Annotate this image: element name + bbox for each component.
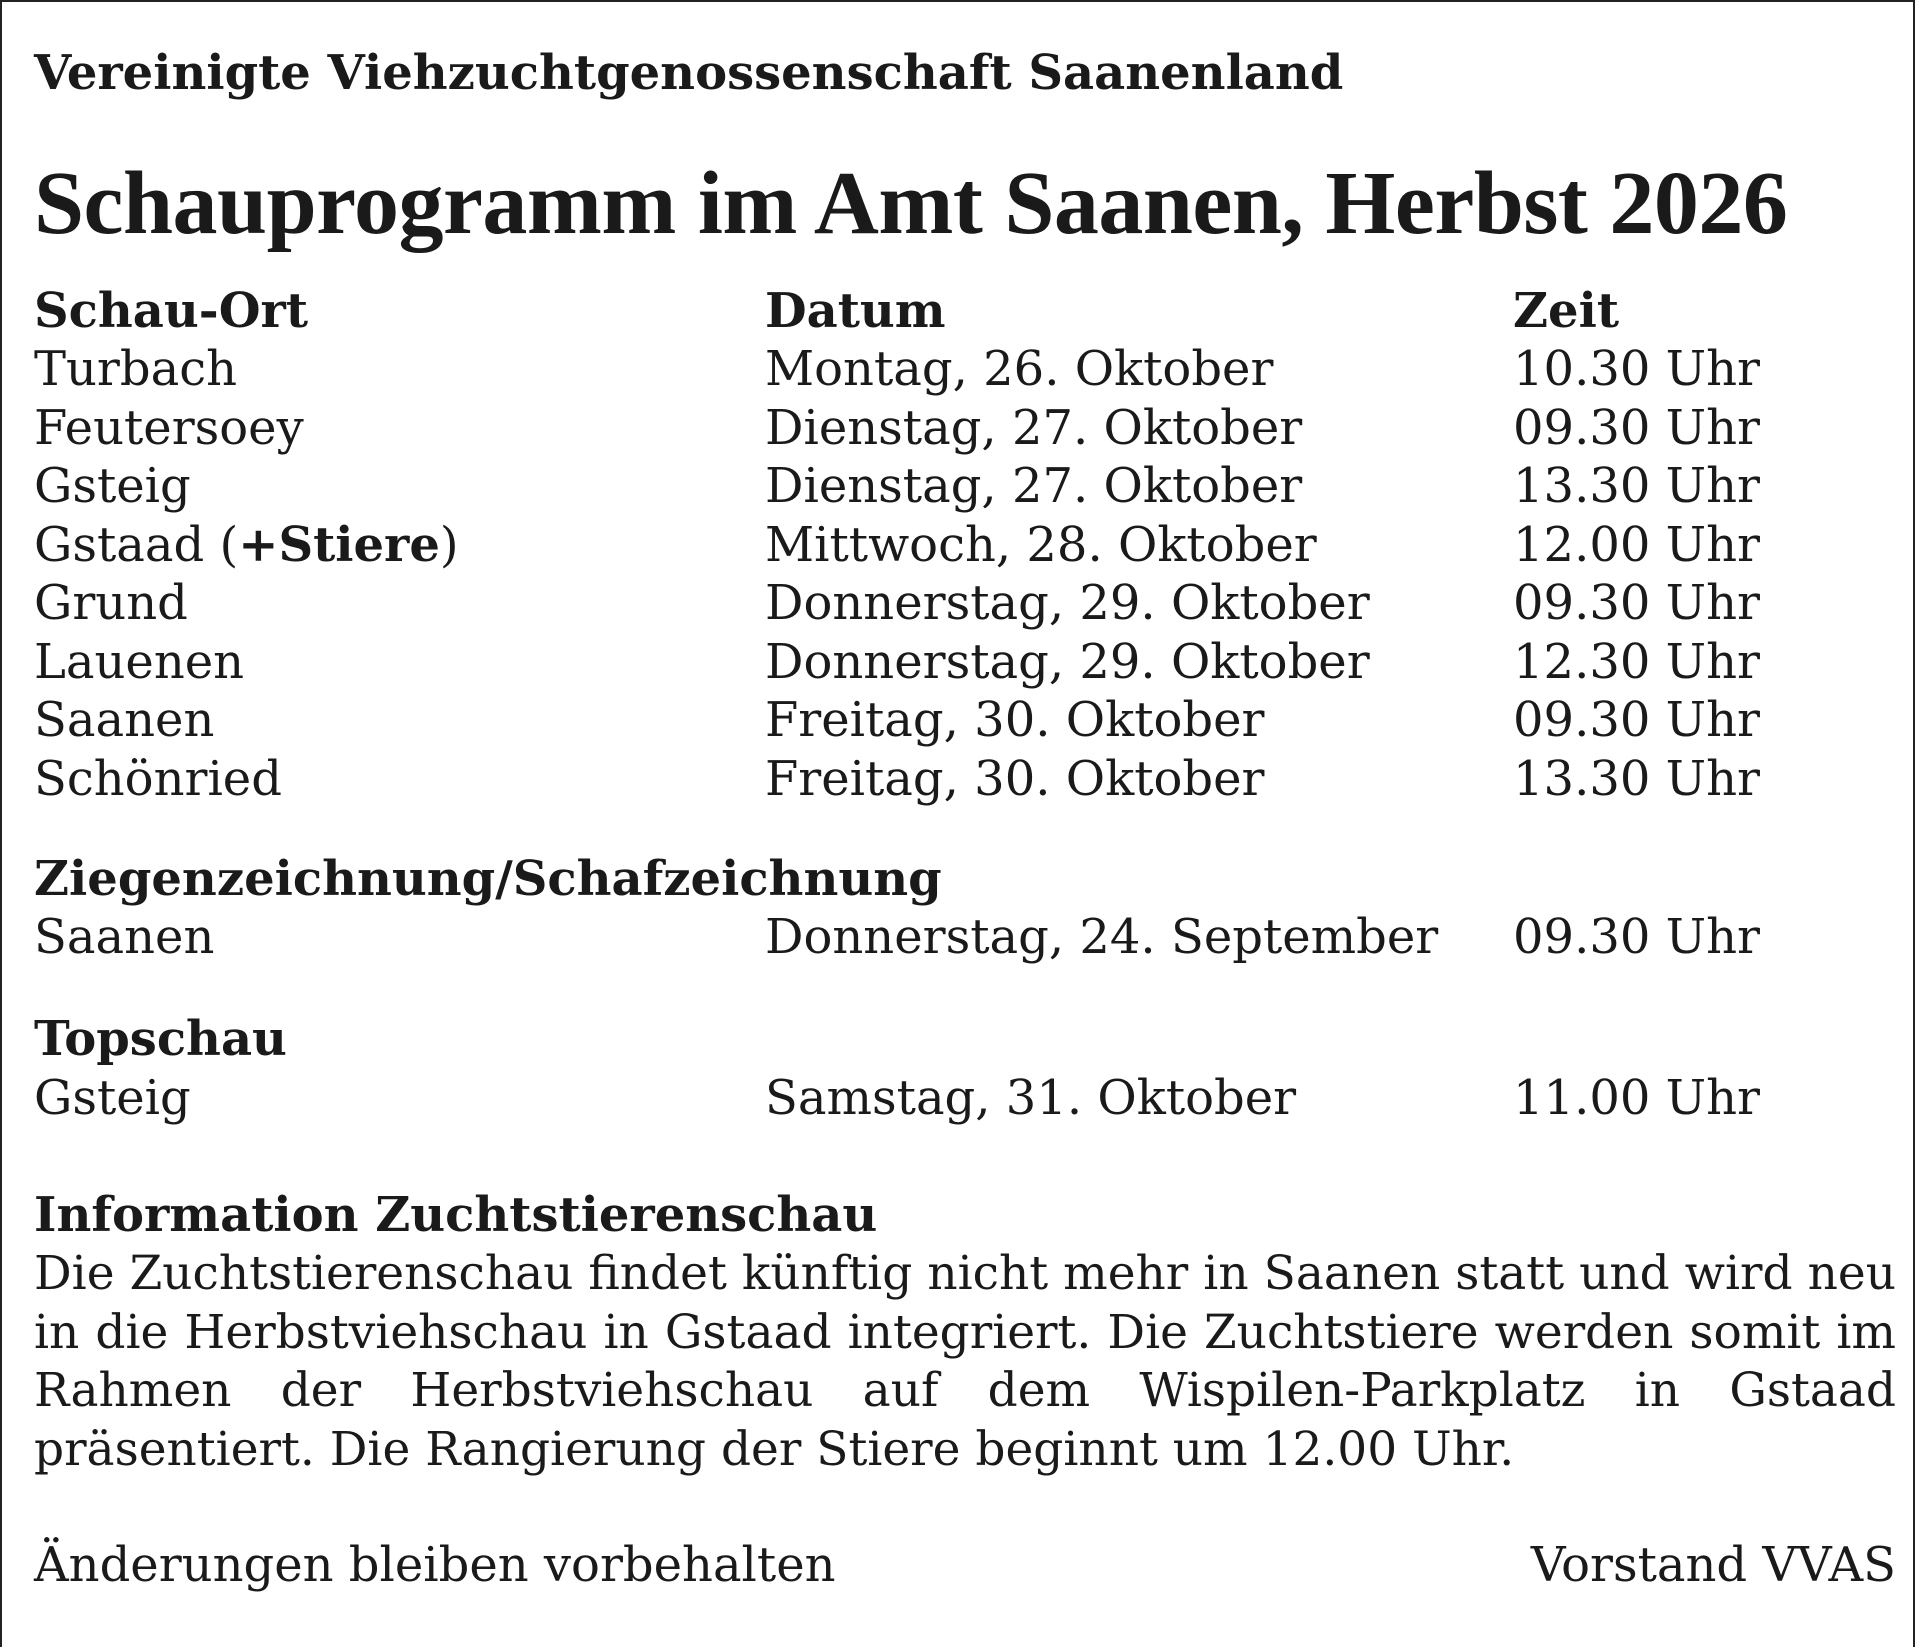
- table-row: [34, 340, 1896, 398]
- row-ort: Saanen: [34, 909, 215, 965]
- row-zeit: 09.30 Uhr: [1513, 692, 1760, 748]
- row-datum: Donnerstag, 24. September: [765, 909, 1439, 965]
- row-datum: Mittwoch, 28. Oktober: [765, 517, 1317, 573]
- table-row: [34, 457, 1896, 515]
- row-ort: Feutersoey: [34, 400, 304, 456]
- row-datum: Freitag, 30. Oktober: [765, 751, 1265, 807]
- schedule-header-row: [34, 282, 1896, 340]
- row-ort: Gsteig: [34, 458, 191, 514]
- row-zeit: 12.30 Uhr: [1513, 634, 1760, 690]
- header-zeit: Zeit: [1513, 283, 1619, 339]
- row-datum: Samstag, 31. Oktober: [765, 1070, 1297, 1126]
- row-ort: Saanen: [34, 692, 215, 748]
- page-title: Schauprogramm im Amt Saanen, Herbst 2026: [34, 154, 1788, 253]
- row-zeit: 11.00 Uhr: [1513, 1070, 1760, 1126]
- row-datum: Dienstag, 27. Oktober: [765, 400, 1303, 456]
- table-row: [34, 633, 1896, 691]
- table-row: [34, 516, 1896, 574]
- footer-signature: Vorstand VVAS: [1530, 1537, 1896, 1593]
- row-zeit: 09.30 Uhr: [1513, 400, 1760, 456]
- row-zeit: 09.30 Uhr: [1513, 575, 1760, 631]
- table-row: [34, 691, 1896, 749]
- header-schau-ort: Schau-Ort: [34, 283, 308, 339]
- row-ort: Lauenen: [34, 634, 245, 690]
- table-row: [34, 750, 1896, 808]
- row-ort: Schönried: [34, 751, 282, 807]
- topschau-row: [34, 1069, 1896, 1127]
- row-datum: Montag, 26. Oktober: [765, 341, 1274, 397]
- ziegen-row: [34, 908, 1896, 966]
- row-zeit: 09.30 Uhr: [1513, 909, 1760, 965]
- row-datum: Dienstag, 27. Oktober: [765, 458, 1303, 514]
- row-zeit: 12.00 Uhr: [1513, 517, 1760, 573]
- row-ort: Gsteig: [34, 1070, 191, 1126]
- row-datum: Donnerstag, 29. Oktober: [765, 634, 1370, 690]
- info-heading: Information Zuchtstierenschau: [34, 1187, 878, 1243]
- row-ort-stiere: +Stiere: [238, 517, 440, 573]
- organization-name: Vereinigte Viehzuchtgenossenschaft Saanenland: [34, 45, 1344, 101]
- header-datum: Datum: [765, 283, 946, 339]
- info-paragraph: Die Zuchtstierenschau findet künftig nicht mehr in Saanen statt und wird neu in die Herbstviehschau in Gstaad integriert. Die Zuchtstiere werden somit im Rahmen der Herbstviehschau auf dem Wispilen-Parkplatz in Gstaad präsentiert. Die Rangierung der Stiere beginnt um 12.00 Uhr.: [34, 1246, 1896, 1477]
- row-zeit: 13.30 Uhr: [1513, 751, 1760, 807]
- row-ort: Grund: [34, 575, 188, 631]
- table-row: [34, 574, 1896, 632]
- row-ort-text: Gstaad (: [34, 517, 239, 573]
- row-ort: Turbach: [34, 341, 238, 397]
- row-datum: Freitag, 30. Oktober: [765, 692, 1265, 748]
- row-ort-close: ): [439, 517, 459, 573]
- topschau-heading: Topschau: [34, 1011, 287, 1067]
- row-zeit: 13.30 Uhr: [1513, 458, 1760, 514]
- row-ort: [34, 516, 459, 574]
- row-zeit: 10.30 Uhr: [1513, 341, 1760, 397]
- row-datum: Donnerstag, 29. Oktober: [765, 575, 1370, 631]
- table-row: [34, 399, 1896, 457]
- ziegen-heading: Ziegenzeichnung/Schafzeichnung: [34, 851, 942, 907]
- footer-note: Änderungen bleiben vorbehalten: [34, 1537, 836, 1593]
